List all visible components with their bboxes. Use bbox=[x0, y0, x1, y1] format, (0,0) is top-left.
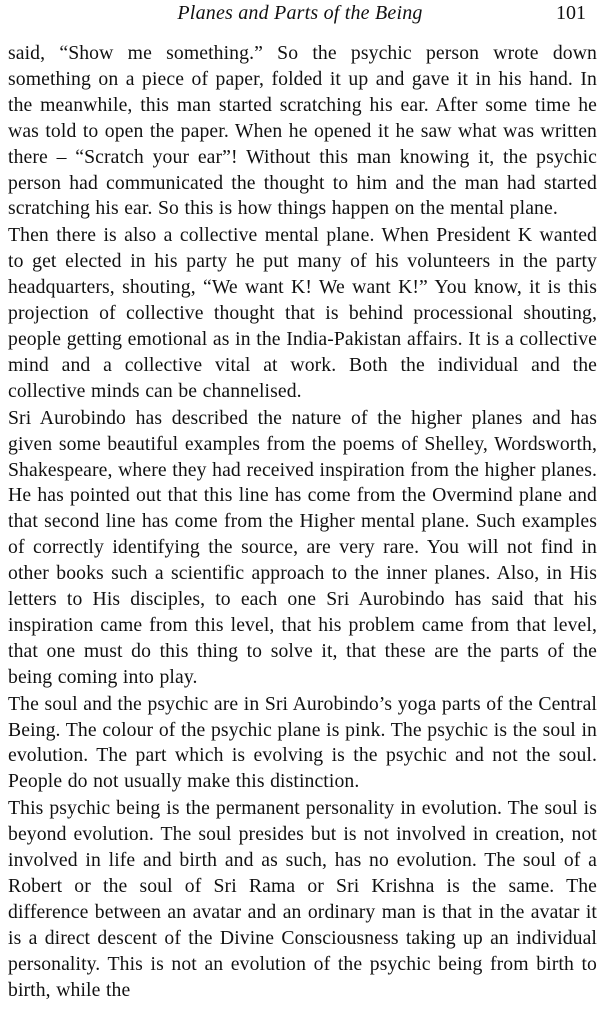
paragraph: Sri Aurobindo has described the nature of the higher planes and has given some beautiful examples from the poems of Shelley, Wordsworth, Shakespeare, where they had received inspiration from the higher planes. He has pointed out that this line has come from the Overmind plane and that second line has come from the Higher mental plane. Such examples of correctly identifying the source, are very rare. You will not find in other books such a scientific approach to the inner planes. Also, in His letters to His disciples, to each one Sri Aurobindo has said that his inspiration came from this level, that his problem came from that level, that one must do this thing to solve it, that these are the parts of the being coming into play. bbox=[8, 406, 597, 688]
paragraph: This psychic being is the permanent personality in evolution. The soul is beyond evolution. The soul presides but is not involved in creation, not involved in life and birth and as such, has no evolution. The soul of a Robert or the soul of Sri Rama or Sri Krishna is the same. The difference between an avatar and an ordinary man is that in the avatar it is a direct descent of the Divine Consciousness taking up an individual personality. This is not an evolution of the psychic being from birth to birth, while the bbox=[8, 797, 597, 1001]
running-head bbox=[0, 0, 600, 30]
paragraph: Then there is also a collective mental plane. When President K wanted to get elected in his party he put many of his volunteers in the party headquarters, shouting, “We want K! We want K!” You know, it is this projection of collective thought that is behind processional shouting, people getting emotional as in the India-Pakistan affairs. It is a collective mind and a collective vital at work. Both the individual and the collective minds can be channelised. bbox=[8, 224, 597, 402]
page-number: 101 bbox=[556, 2, 586, 24]
running-title: Planes and Parts of the Being bbox=[177, 2, 423, 24]
paragraph: The soul and the psychic are in Sri Aurobindo’s yoga parts of the Central Being. The colour of the psychic plane is pink. The psychic is the soul in evolution. The part which is evolving is the psychic and not the soul. People do not usually make this distinction. bbox=[8, 692, 597, 793]
paragraph: said, “Show me something.” So the psychic person wrote down something on a piece of paper, folded it up and gave it in his hand. In the meanwhile, this man started scratching his ear. After some time he was told to open the paper. When he opened it he saw what was written there – “Scratch your ear”! Without this man knowing it, the psychic person had communicated the thought to him and the man had started scratching his ear. So this is how things happen on the mental plane. bbox=[8, 42, 597, 220]
body-text bbox=[8, 41, 597, 1004]
